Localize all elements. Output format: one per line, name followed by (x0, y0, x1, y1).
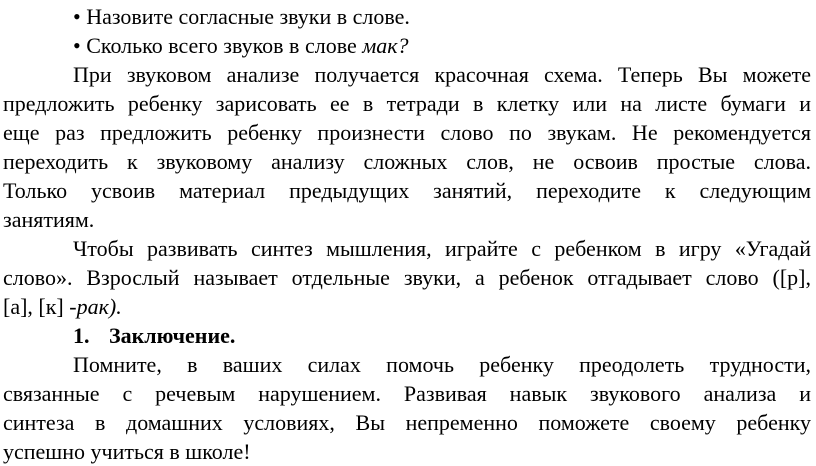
paragraph-line (3, 292, 811, 321)
paragraph-line: предложить ребенку зарисовать ее в тетради в клетку или на листе бумаги и (3, 91, 811, 116)
section-title: Заключение. (109, 323, 236, 348)
section-number: 1. (73, 323, 90, 348)
paragraph-text: [а], [к] (3, 294, 70, 319)
paragraph-line: синтеза в домашних условиях, Вы непременно поможете своему ребенку (3, 410, 811, 435)
paragraph-italic-text: -рак). (69, 294, 122, 319)
bullet-item (73, 2, 816, 31)
paragraph-line: занятиям. (3, 207, 95, 232)
paragraph-line: связанные с речевым нарушением. Развивая навык звукового анализа и (3, 381, 811, 406)
paragraph-line: Только усвоив материал предыдущих занятий, переходите к следующим (3, 178, 811, 203)
paragraph-line: переходить к звуковому анализу сложных слов, не освоив простые слова. (3, 149, 811, 174)
bullet-text: • Сколько всего звуков в слове (73, 33, 363, 58)
paragraph-line: еще раз предложить ребенку произнести слово по звукам. Не рекомендуется (3, 120, 811, 145)
bullet-item (73, 31, 816, 60)
paragraph-line: Чтобы развивать синтез мышления, играйте с ребенком в игру «Угадай (73, 236, 811, 261)
bullet-text: • Назовите согласные звуки в слове. (73, 4, 410, 29)
paragraph-line: Помните, в ваших силах помочь ребенку преодолеть трудности, (73, 352, 811, 377)
paragraph-line: успешно учиться в школе! (3, 439, 251, 464)
bullet-italic-word: мак? (362, 33, 409, 58)
paragraph-line: слово». Взрослый называет отдельные звуки, а ребенок отгадывает слово ([р], (3, 265, 811, 290)
section-heading (73, 321, 816, 350)
paragraph-line: При звуковом анализе получается красочная схема. Теперь Вы можете (73, 62, 811, 87)
